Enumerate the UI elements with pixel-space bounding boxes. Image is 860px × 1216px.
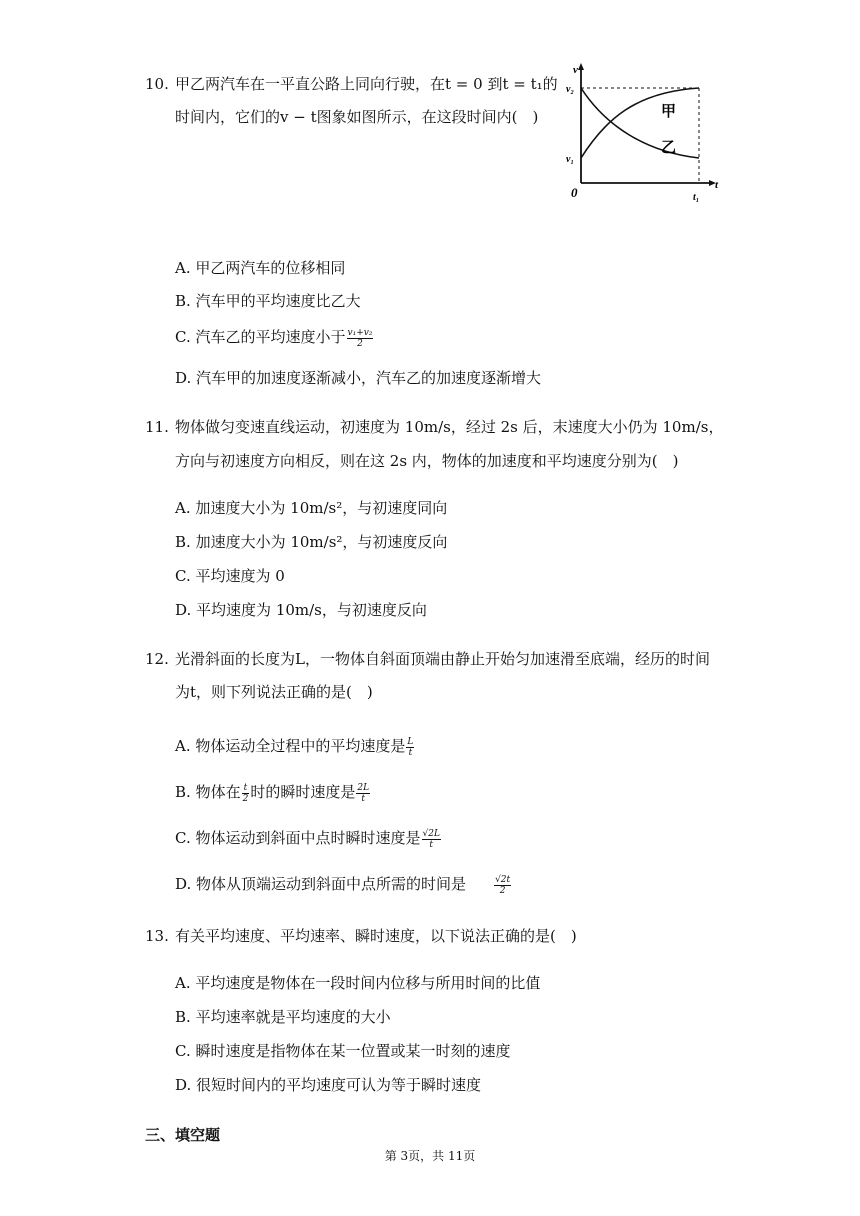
- option-text-mid: 时的瞬时速度是: [250, 783, 356, 801]
- option-text: 加速度大小为 10m/s²，与初速度同向: [195, 499, 448, 517]
- option-label: D.: [175, 601, 192, 619]
- curve-jia: [581, 88, 699, 158]
- q12-stem-line2: 为t，则下列说法正确的是( ): [175, 683, 373, 701]
- graph-t1-label: t₁: [693, 192, 700, 203]
- option-text: 甲乙两汽车的位移相同: [195, 259, 346, 277]
- option-label: C.: [175, 1042, 191, 1060]
- option-text: 汽车乙的平均速度小于: [195, 328, 346, 346]
- page-footer: 第 3页，共 11页: [384, 1149, 476, 1163]
- q12-option-c[interactable]: [175, 828, 442, 850]
- option-text: 物体在: [195, 783, 241, 801]
- q11-option-d[interactable]: [175, 600, 427, 620]
- option-text: 物体从顶端运动到斜面中点所需的时间是: [196, 875, 467, 893]
- option-label: D.: [175, 875, 192, 893]
- option-label: C.: [175, 328, 191, 346]
- option-text: 平均速度为 10m/s，与初速度反向: [196, 601, 427, 619]
- q11-option-c[interactable]: [175, 566, 285, 586]
- option-text: 瞬时速度是指物体在某一位置或某一时刻的速度: [195, 1042, 511, 1060]
- option-label: D.: [175, 1076, 192, 1094]
- option-text: 物体运动到斜面中点时瞬时速度是: [195, 829, 421, 847]
- fraction: $\frac{2L}{t}$: [357, 782, 370, 804]
- option-label: B.: [175, 533, 191, 551]
- q10-option-c[interactable]: [175, 327, 374, 349]
- q10-option-a[interactable]: [175, 258, 345, 278]
- option-text: 加速度大小为 10m/s²，与初速度反向: [195, 533, 448, 551]
- fraction: $\frac{√2L}{t}$: [422, 828, 440, 850]
- q13-option-c[interactable]: [175, 1041, 511, 1061]
- option-text: 平均速率就是平均速度的大小: [195, 1008, 391, 1026]
- option-label: A.: [175, 737, 191, 755]
- fraction: $\frac{\text{v₁+v₂}}{2}$: [347, 327, 373, 349]
- graph-origin-label: 0: [571, 185, 578, 200]
- q10-vt-graph: [565, 60, 725, 205]
- option-label: A.: [175, 974, 191, 992]
- q12-option-b[interactable]: [175, 782, 371, 804]
- q10-option-d[interactable]: [175, 368, 541, 388]
- q10-option-b[interactable]: [175, 291, 361, 311]
- section-heading: 三、填空题: [145, 1126, 221, 1144]
- q12-stem-line1: 光滑斜面的长度为L，一物体自斜面顶端由静止开始匀加速滑至底端，经历的时间: [175, 650, 710, 668]
- curve-yi: [581, 88, 699, 158]
- graph-t-label: t: [715, 179, 719, 191]
- fraction: $\frac{L}{t}$: [407, 736, 414, 758]
- q10-number: 10.: [145, 75, 169, 93]
- q11-option-b[interactable]: [175, 532, 447, 552]
- option-label: C.: [175, 567, 191, 585]
- q13-option-b[interactable]: [175, 1007, 391, 1027]
- graph-v1-label: v₁: [566, 154, 574, 165]
- option-text: 汽车甲的加速度逐渐减小，汽车乙的加速度逐渐增大: [196, 369, 542, 387]
- graph-jia-label: 甲: [661, 102, 677, 120]
- option-text: 很短时间内的平均速度可认为等于瞬时速度: [196, 1076, 482, 1094]
- q13-stem-line1: 有关平均速度、平均速率、瞬时速度，以下说法正确的是( ): [175, 927, 577, 945]
- option-label: A.: [175, 499, 191, 517]
- q13-number: 13.: [145, 927, 169, 945]
- graph-yi-label: 乙: [661, 138, 677, 156]
- option-label: C.: [175, 829, 191, 847]
- q10-stem-line1: 甲乙两汽车在一平直公路上同向行驶，在t = 0 到t = t₁的: [175, 75, 558, 93]
- v-axis-arrow: [578, 63, 584, 70]
- option-text: 平均速度是物体在一段时间内位移与所用时间的比值: [195, 974, 541, 992]
- fraction: $\frac{t}{2}$: [242, 782, 249, 804]
- q13-option-a[interactable]: [175, 973, 540, 993]
- q11-stem-line2: 方向与初速度方向相反，则在这 2s 内，物体的加速度和平均速度分别为( ): [175, 452, 679, 470]
- q11-stem-line1: 物体做匀变速直线运动，初速度为 10m/s，经过 2s 后，末速度大小仍为 10m/s，: [175, 418, 724, 436]
- option-label: B.: [175, 1008, 191, 1026]
- fraction: $\frac{√2t}{2}$: [495, 874, 511, 896]
- option-text: 平均速度为 0: [195, 567, 285, 585]
- option-label: B.: [175, 292, 191, 310]
- q13-option-d[interactable]: [175, 1075, 481, 1095]
- q12-number: 12.: [145, 650, 169, 668]
- option-label: A.: [175, 259, 191, 277]
- option-text: 物体运动全过程中的平均速度是: [195, 737, 406, 755]
- q11-option-a[interactable]: [175, 498, 447, 518]
- q12-option-a[interactable]: [175, 736, 415, 758]
- q11-number: 11.: [145, 418, 169, 436]
- q12-option-d[interactable]: [175, 874, 512, 896]
- option-text: 汽车甲的平均速度比乙大: [195, 292, 361, 310]
- graph-v-label: v: [573, 64, 578, 76]
- option-label: B.: [175, 783, 191, 801]
- graph-v2-label: v₂: [566, 84, 574, 95]
- option-label: D.: [175, 369, 192, 387]
- q10-stem-line2: 时间内，它们的v − t图象如图所示，在这段时间内( ): [175, 108, 539, 126]
